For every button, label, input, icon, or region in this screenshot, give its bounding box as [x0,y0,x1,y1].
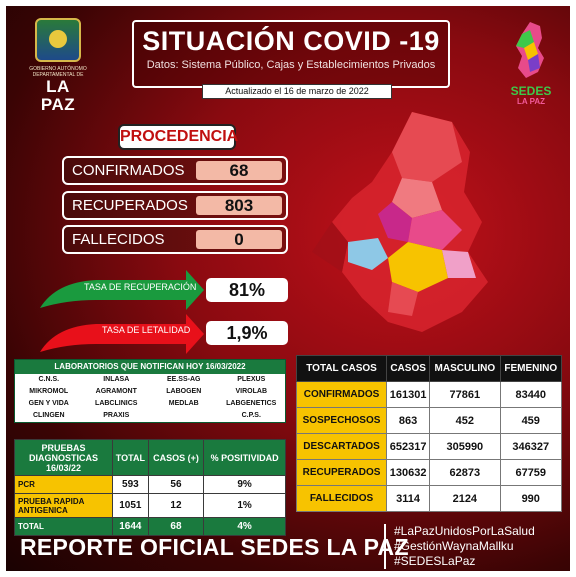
hashtag: #LaPazUnidosPorLaSalud [394,524,535,538]
page-title: SITUACIÓN COVID -19 [142,26,440,56]
test-pos: 1% [204,494,286,518]
case-total: 3114 [387,486,430,512]
footer-title: REPORTE OFICIAL SEDES LA PAZ [20,534,409,560]
case-name: FALLECIDOS [297,486,387,512]
table-row [15,494,286,518]
logo-left-big: LA PAZ [40,77,76,114]
cases-header: TOTAL CASOS [297,356,387,382]
test-casos: 12 [148,494,203,518]
lab-item: C.N.S. [38,376,60,383]
lab-item: PLEXUS [237,376,266,383]
labs-table [14,359,286,423]
case-total: 863 [387,408,430,434]
lethality-rate-label: TASA DE LETALIDAD [102,325,191,335]
infographic [6,6,570,571]
lab-item: MEDLAB [168,400,199,407]
page-subtitle: Datos: Sistema Público, Cajas y Establecimientos Privados [146,59,436,71]
table-row [15,476,286,494]
tests-header: TOTAL [113,440,149,476]
updated-date: Actualizado el 16 de marzo de 2022 [202,84,392,99]
lab-item: EE.SS-AG [167,376,201,383]
lab-item [150,410,218,422]
case-name: DESCARTADOS [297,434,387,460]
lab-item: LABOGEN [166,388,202,395]
header-box [132,20,450,88]
tests-header: % POSITIVIDAD [204,440,286,476]
tests-header: CASOS (+) [148,440,203,476]
test-name: PRUEBA RAPIDA ANTIGENICA [15,494,113,518]
table-row [297,408,562,434]
lab-item: INLASA [103,376,130,383]
test-casos: 68 [148,518,203,536]
case-male: 452 [430,408,500,434]
table-row [297,486,562,512]
stat-label: FALLECIDOS [72,231,165,248]
case-female: 67759 [500,460,562,486]
lab-item: AGRAMONT [95,388,137,395]
case-female: 346327 [500,434,562,460]
lab-item: C.P.S. [241,412,261,419]
table-row [297,434,562,460]
labs-title: LABORATORIOS QUE NOTIFICAN HOY 16/03/2022 [15,360,285,374]
lethality-rate-value: 1,9% [206,321,288,345]
test-total: 1644 [113,518,149,536]
case-male: 77861 [430,382,500,408]
cases-header: CASOS [387,356,430,382]
recovery-rate-value: 81% [206,278,288,302]
lab-item: CLINGEN [33,412,65,419]
test-total: 1051 [113,494,149,518]
hashtags [384,524,535,569]
table-row-total [15,518,286,536]
table-row [297,382,562,408]
lab-item: VIROLAB [235,388,267,395]
lab-item: GEN Y VIDA [28,400,69,407]
cases-header: FEMENINO [500,356,562,382]
recovery-rate-label: TASA DE RECUPERACIÓN [84,282,197,292]
cases-header-row [297,356,562,382]
table-row [297,460,562,486]
sedes-logo [506,20,556,110]
case-male: 305990 [430,434,500,460]
tests-header: PRUEBAS DIAGNOSTICAS 16/03/22 [15,440,113,476]
cases-table [296,355,562,512]
stat-fallecidos [62,225,288,254]
lab-item: PRAXIS [103,412,130,419]
test-pos: 9% [204,476,286,494]
test-pos: 4% [204,518,286,536]
stat-value: 0 [196,230,282,249]
tests-table [14,439,286,536]
lab-item: LABGENETICS [226,400,277,407]
department-map [292,102,512,342]
hashtag: #GestiónWaynaMallku [394,539,514,553]
case-name: RECUPERADOS [297,460,387,486]
stat-label: RECUPERADOS [72,197,188,214]
sedes-map-icon [512,20,550,80]
lab-item: MIKROMOL [29,388,69,395]
case-female: 990 [500,486,562,512]
test-total: 593 [113,476,149,494]
stat-label: CONFIRMADOS [72,162,185,179]
case-name: SOSPECHOSOS [297,408,387,434]
case-total: 161301 [387,382,430,408]
case-total: 130632 [387,460,430,486]
case-male: 62873 [430,460,500,486]
test-casos: 56 [148,476,203,494]
stat-value: 68 [196,161,282,180]
procedencia-title: PROCEDENCIA [118,124,236,150]
sedes-logo-subtext: LA PAZ [517,97,545,106]
stat-value: 803 [196,196,282,215]
case-name: CONFIRMADOS [297,382,387,408]
sedes-logo-text: SEDES [510,84,552,98]
cases-header: MASCULINO [430,356,500,382]
case-female: 459 [500,408,562,434]
logo-left-small: GOBIERNO AUTÓNOMO DEPARTAMENTAL DE [29,66,87,78]
lab-item: LABCLINICS [95,400,138,407]
coat-of-arms-icon [35,18,81,62]
stat-recuperados [62,191,288,220]
case-total: 652317 [387,434,430,460]
test-name: TOTAL [15,518,113,536]
stat-confirmados [62,156,288,185]
hashtag: #SEDESLaPaz [394,554,476,568]
tests-header-row [15,440,286,476]
gobernacion-logo [28,18,88,114]
case-male: 2124 [430,486,500,512]
test-name: PCR [15,476,113,494]
labs-grid [15,374,285,422]
case-female: 83440 [500,382,562,408]
